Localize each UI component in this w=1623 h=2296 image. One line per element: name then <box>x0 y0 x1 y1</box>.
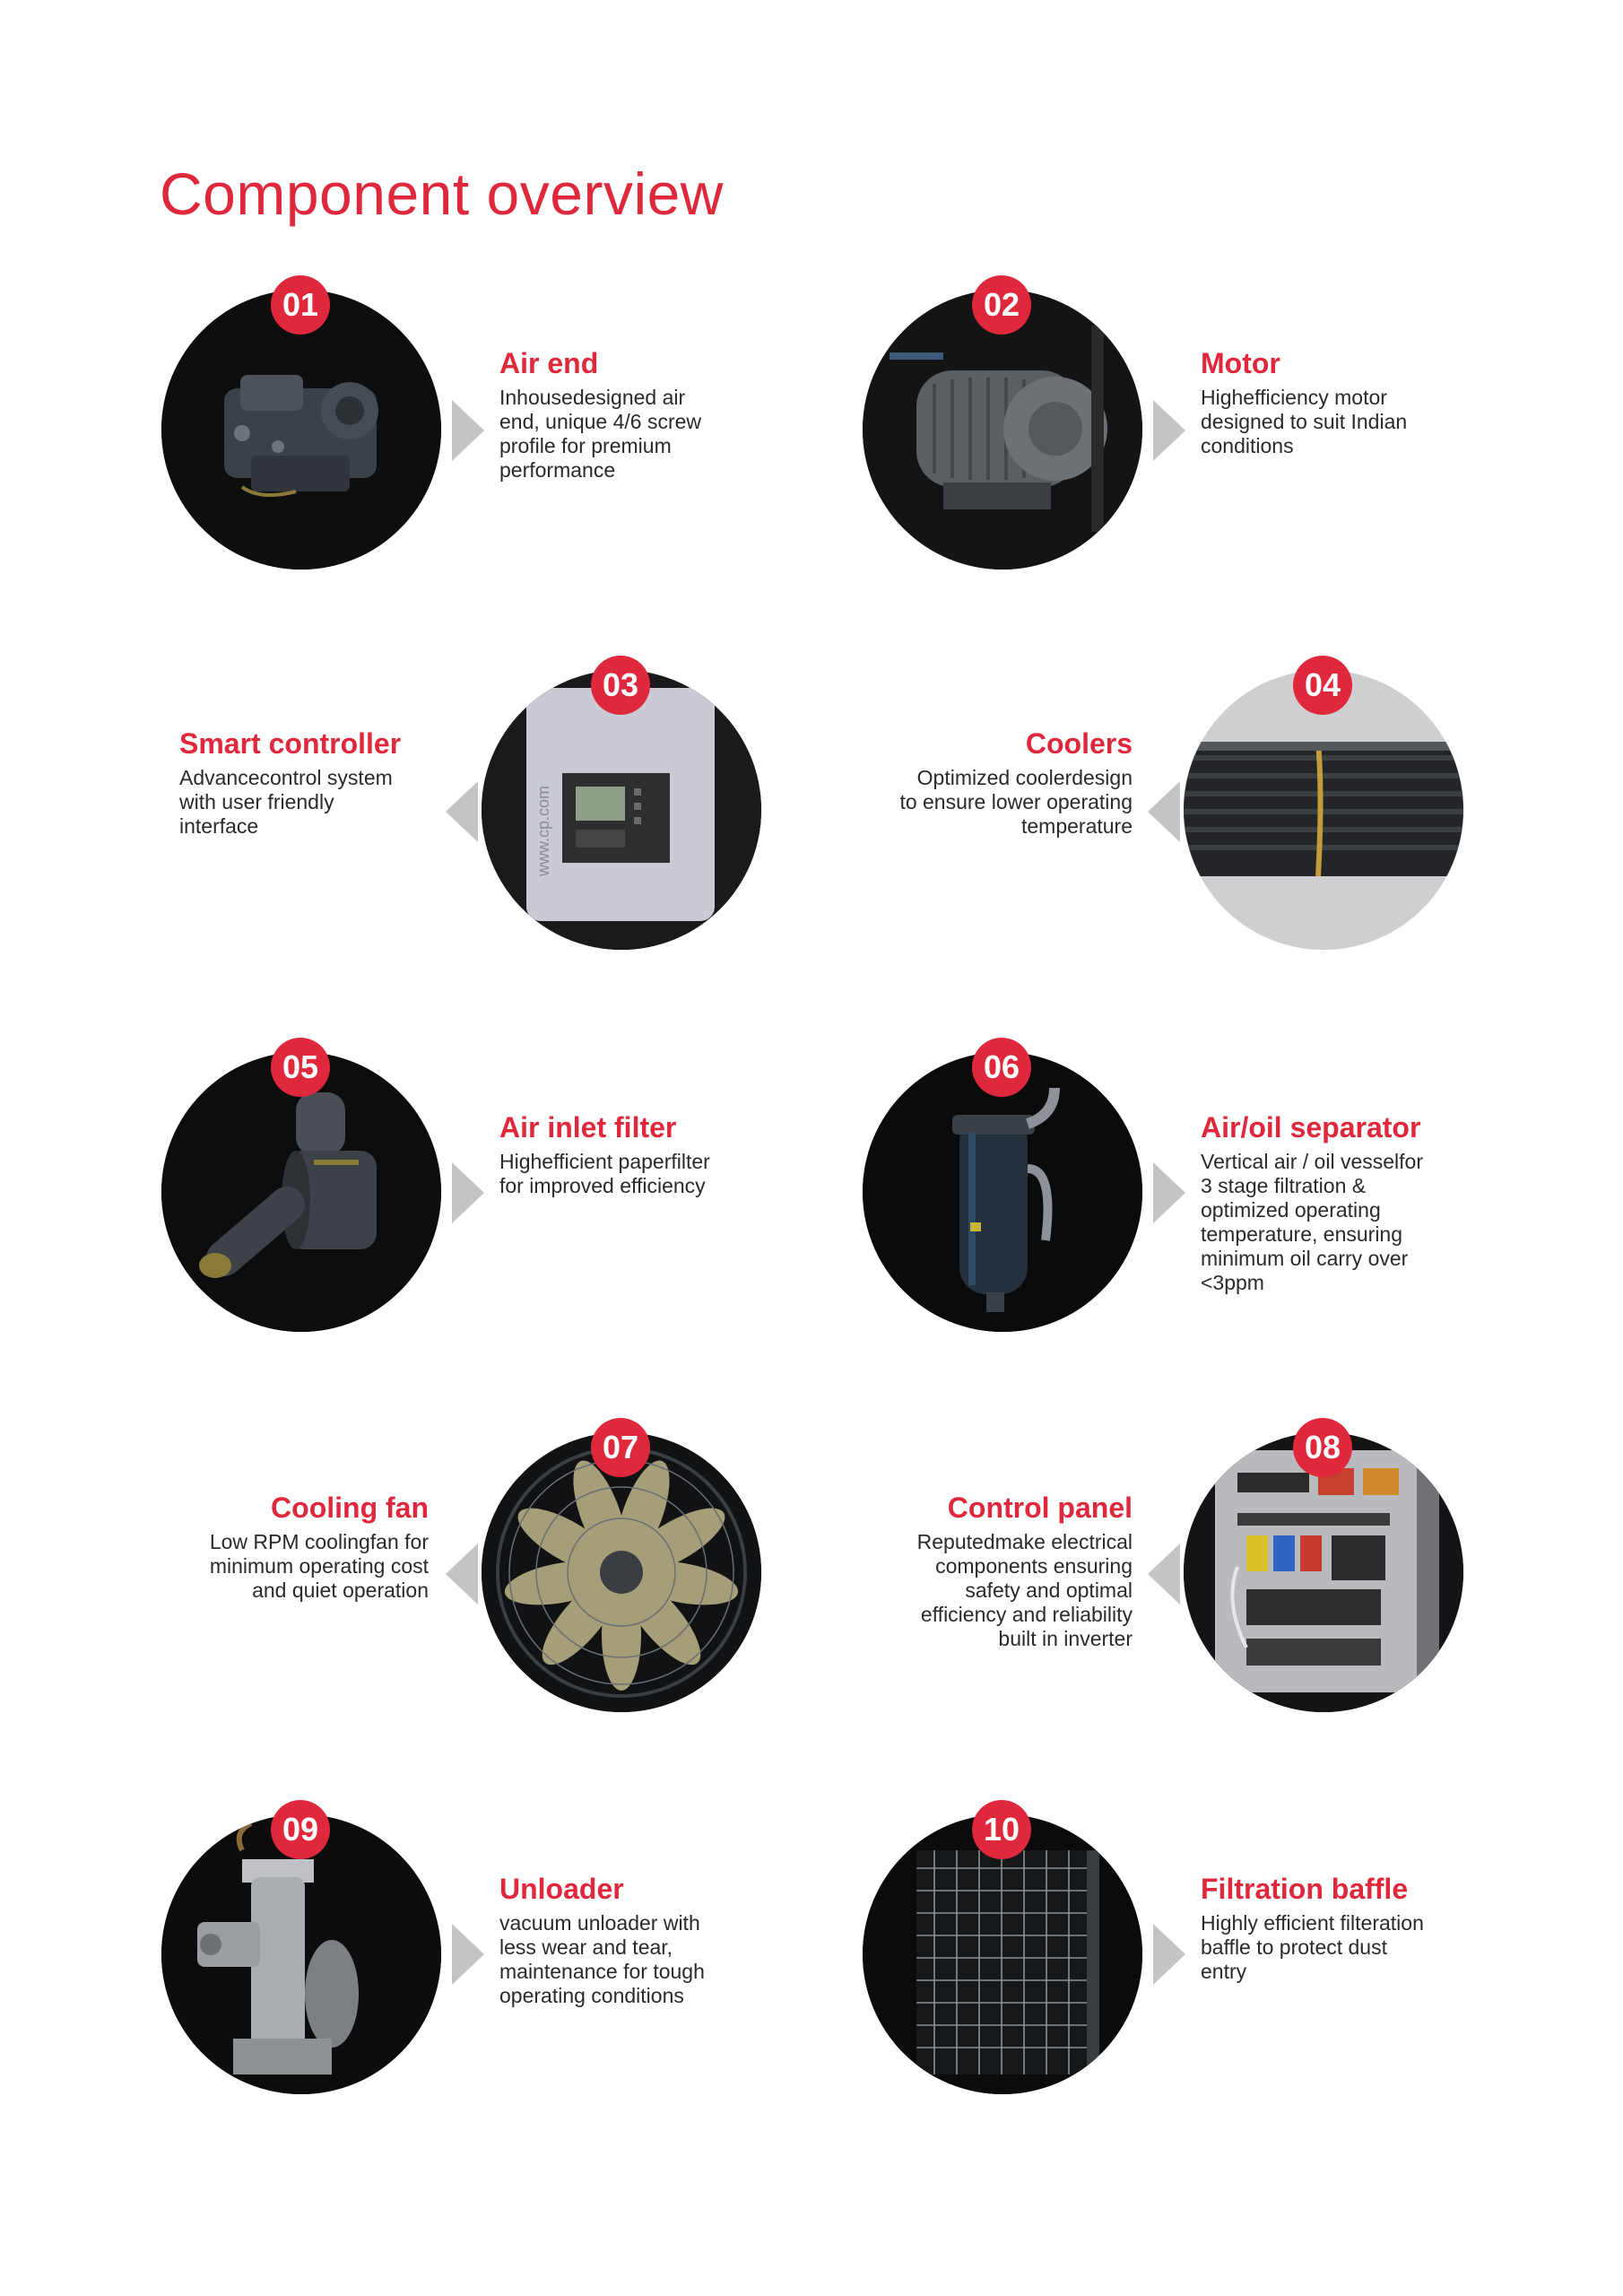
pointer-arrow-icon <box>1153 400 1185 461</box>
component-description-block <box>499 347 742 483</box>
component-title: Air end <box>499 347 599 379</box>
pointer-arrow-icon <box>1153 1924 1185 1985</box>
component-number-badge: 06 <box>972 1038 1031 1097</box>
separator-photo <box>863 1048 1142 1332</box>
component-number-badge: 05 <box>271 1038 330 1097</box>
component-description: Highly efficient filteration baffle to protect dust entry <box>1201 1911 1424 1983</box>
component-number-badge: 04 <box>1293 656 1352 715</box>
baffle-photo <box>863 1811 1142 2094</box>
component-title: Filtration baffle <box>1201 1873 1409 1905</box>
component-description: Highefficient paperfilter for improved efficiency <box>499 1150 710 1197</box>
motor-photo <box>863 286 1142 570</box>
component-number-badge: 09 <box>271 1800 330 1859</box>
component-title: Cooling fan <box>271 1492 429 1524</box>
air-filter-photo <box>161 1048 441 1332</box>
component-number-badge: 07 <box>591 1418 650 1477</box>
component-description-block <box>1201 1111 1470 1295</box>
component-description-block <box>499 1111 759 1198</box>
controller-photo <box>482 666 761 950</box>
component-number-badge: 10 <box>972 1800 1031 1859</box>
pointer-arrow-icon <box>452 1924 484 1985</box>
component-title: Smart controller <box>179 727 402 760</box>
component-title: Air inlet filter <box>499 1111 677 1144</box>
pointer-arrow-icon <box>452 400 484 461</box>
component-description: Inhousedesigned air end, unique 4/6 screw profile for premium performance <box>499 386 702 482</box>
component-number-badge: 02 <box>972 275 1031 335</box>
component-title: Motor <box>1201 347 1280 379</box>
component-title: Coolers <box>1025 727 1133 760</box>
control-panel-photo <box>1184 1429 1463 1712</box>
component-description: Advancecontrol system with user friendly interface <box>179 766 393 838</box>
component-description: Highefficiency motor designed to suit Indian conditions <box>1201 386 1408 457</box>
page-title: Component overview <box>160 161 724 227</box>
unloader-photo <box>161 1811 441 2094</box>
pointer-arrow-icon <box>446 781 478 842</box>
pointer-arrow-icon <box>452 1162 484 1223</box>
component-description: vacuum unloader with less wear and tear, maintenance for tough operating conditions <box>499 1911 705 2007</box>
pointer-arrow-icon <box>1153 1162 1185 1223</box>
air-end-photo <box>161 286 441 570</box>
pointer-arrow-icon <box>446 1544 478 1605</box>
fan-photo <box>482 1429 761 1712</box>
component-description-block <box>1201 1873 1470 1984</box>
component-description-block <box>1201 347 1443 458</box>
pointer-arrow-icon <box>1148 781 1180 842</box>
component-description-block <box>179 727 426 839</box>
component-number-badge: 08 <box>1293 1418 1352 1477</box>
component-number-badge: 01 <box>271 275 330 335</box>
component-description-block <box>850 727 1133 839</box>
component-description: Reputedmake electrical components ensuring safety and optimal efficiency and reliability built in inverter <box>916 1530 1133 1650</box>
component-description: Optimized coolerdesign to ensure lower operating temperature <box>899 766 1133 838</box>
component-description-block <box>499 1873 759 2008</box>
component-title: Control panel <box>947 1492 1133 1524</box>
component-title: Unloader <box>499 1873 624 1905</box>
component-description-block <box>850 1492 1133 1651</box>
controller-photo-text: www.cp.com <box>534 785 552 876</box>
component-title: Air/oil separator <box>1201 1111 1421 1144</box>
component-description: Low RPM coolingfan for minimum operating cost and quiet operation <box>209 1530 429 1602</box>
component-number-badge: 03 <box>591 656 650 715</box>
component-description: Vertical air / oil vesselfor 3 stage filtration & optimized operating temperature, ensuring minimum oil carry over <3ppm <box>1201 1150 1423 1294</box>
pointer-arrow-icon <box>1148 1544 1180 1605</box>
cooler-photo <box>1184 666 1463 950</box>
component-description-block <box>163 1492 429 1603</box>
